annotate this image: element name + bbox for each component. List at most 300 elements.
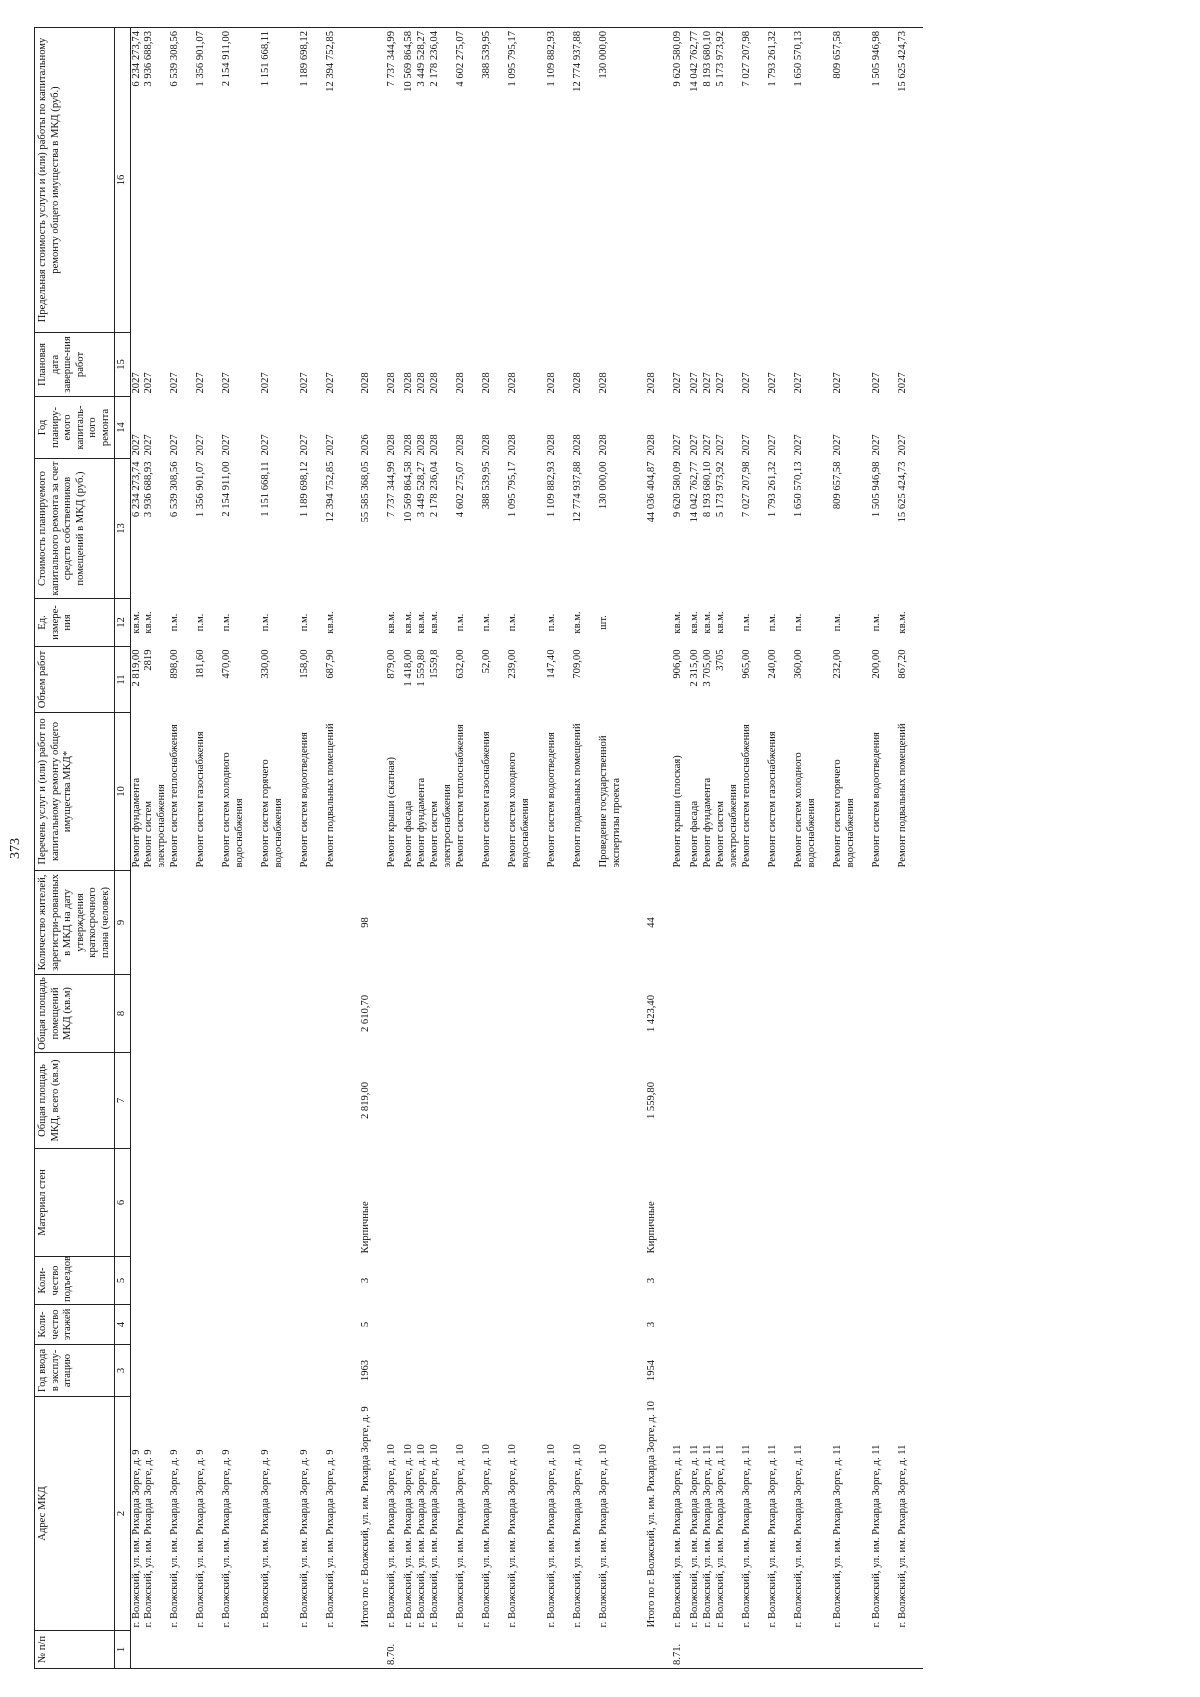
unit: п.м.: [195, 613, 206, 632]
table-row: [741, 28, 767, 1669]
table-row: [897, 28, 923, 1669]
residents: [169, 871, 195, 975]
entrances: [793, 1257, 832, 1305]
residents: [403, 871, 416, 975]
total-label: Итого по г. Волжский, ул. им. Рихарда Зорге, д. 9: [360, 1406, 371, 1628]
col-number: 9: [115, 871, 131, 975]
residents: [325, 871, 351, 975]
planned-cost: 15 625 424,73: [897, 461, 908, 523]
year-built: [702, 1345, 715, 1397]
work-type: Ремонт фасада: [403, 800, 414, 868]
total-area: [325, 1053, 351, 1149]
total-area: [702, 1053, 715, 1149]
premises-area: [377, 975, 403, 1053]
work-volume: 1 559,80: [416, 649, 427, 687]
unit: кв.м.: [386, 611, 397, 634]
limit-cost: 2 154 911,00: [221, 28, 260, 333]
work-volume: [351, 647, 377, 713]
header-row: [35, 28, 115, 1669]
limit-cost: [351, 28, 377, 333]
year-built: [377, 1345, 403, 1397]
repair-year: 2027: [169, 434, 180, 456]
year-built: [143, 1345, 169, 1397]
col-number: 5: [115, 1257, 131, 1305]
unit: п.м.: [260, 613, 271, 632]
premises-area: [832, 975, 871, 1053]
header-col-15: Плановая дата заверше-ния работ: [35, 333, 115, 397]
year-built: [455, 1345, 481, 1397]
total-area: [767, 1053, 793, 1149]
completion-date: 2027: [702, 372, 713, 394]
wall-material: [741, 1149, 767, 1257]
table-row: [689, 28, 702, 1669]
repair-year: 2027: [832, 434, 843, 456]
wall-material: [481, 1149, 507, 1257]
repair-year: 2027: [130, 434, 142, 456]
year-built: [871, 1345, 897, 1397]
total-label: Итого по г. Волжский, ул. им. Рихарда Зорге, д. 10: [646, 1401, 657, 1628]
row-number: [507, 1631, 546, 1669]
year-built: [481, 1345, 507, 1397]
completion-date: 2027: [195, 372, 206, 394]
floors: [325, 1305, 351, 1345]
premises-area: [260, 975, 299, 1053]
completion-date: 2027: [871, 372, 882, 394]
col-number: 3: [115, 1345, 131, 1397]
total-area: [260, 1053, 299, 1149]
row-number: [598, 1631, 637, 1669]
floors: [221, 1305, 260, 1345]
page-number: 373: [8, 838, 23, 859]
residents: [195, 871, 221, 975]
floors: [481, 1305, 507, 1345]
row-number: [897, 1631, 923, 1669]
premises-area: [429, 975, 455, 1053]
work-volume: 200,00: [871, 649, 882, 679]
floors: [169, 1305, 195, 1345]
unit: п.м.: [832, 613, 843, 632]
table-row: [169, 28, 195, 1669]
unit: [637, 599, 663, 647]
work-volume: 360,00: [793, 649, 804, 679]
work-type: Ремонт систем водоотведения: [299, 732, 310, 868]
year-built: [169, 1345, 195, 1397]
row-number: [572, 1631, 598, 1669]
entrances: [598, 1257, 637, 1305]
premises-area: 2 610,70: [360, 994, 371, 1033]
row-number: [130, 1631, 143, 1669]
table-row: [832, 28, 871, 1669]
table-row: [221, 28, 260, 1669]
work-type: Ремонт систем водоотведения: [871, 732, 882, 868]
floors: [832, 1305, 871, 1345]
address: г. Волжский, ул. им. Рихарда Зорге, д. 10: [572, 1444, 583, 1628]
planned-cost: 130 000,00: [598, 461, 609, 510]
year-built: [793, 1345, 832, 1397]
planned-cost: 8 193 680,10: [702, 461, 713, 518]
completion-date: 2028: [416, 372, 427, 394]
table-row: [481, 28, 507, 1669]
work-volume: 2 315,00: [689, 649, 700, 687]
premises-area: [689, 975, 702, 1053]
work-volume: [598, 647, 637, 713]
col-number: 8: [115, 975, 131, 1053]
planned-cost: 1 650 570,13: [793, 461, 804, 518]
work-volume: 2 819,00: [130, 649, 142, 687]
residents: [702, 871, 715, 975]
premises-area: [143, 975, 169, 1053]
floors: [767, 1305, 793, 1345]
limit-cost: 5 173 973,92: [715, 28, 741, 333]
total-area: [143, 1053, 169, 1149]
limit-cost: 388 539,95: [481, 28, 507, 333]
limit-cost: 12 394 752,85: [325, 28, 351, 333]
planned-cost: 1 793 261,32: [767, 461, 778, 518]
work-type: Проведение государственной экспертизы проекта: [598, 735, 622, 868]
limit-cost: 6 234 273,74: [130, 28, 143, 333]
premises-area: [221, 975, 260, 1053]
row-number: [481, 1631, 507, 1669]
residents: [130, 871, 143, 975]
year-built: [416, 1345, 429, 1397]
row-number: [260, 1631, 299, 1669]
total-area: [897, 1053, 923, 1149]
floors: [689, 1305, 702, 1345]
premises-area: [871, 975, 897, 1053]
repair-year: 2028: [546, 434, 557, 456]
entrances: [871, 1257, 897, 1305]
limit-cost: 1 505 946,98: [871, 28, 897, 333]
residents: [221, 871, 260, 975]
floors: [715, 1305, 741, 1345]
planned-cost: 10 569 864,58: [403, 461, 414, 523]
unit: кв.м.: [572, 611, 583, 634]
entrances: [377, 1257, 403, 1305]
entrances: [325, 1257, 351, 1305]
work-type: Ремонт подвальных помещений: [325, 723, 336, 868]
limit-cost: 8 193 680,10: [702, 28, 715, 333]
address: г. Волжский, ул. им. Рихарда Зорге, д. 11: [689, 1444, 700, 1628]
work-type: Ремонт фасада: [689, 800, 700, 868]
row-number: [221, 1631, 260, 1669]
completion-date: 2027: [793, 372, 804, 394]
work-type: Ремонт систем холодного водоснабжения: [793, 752, 817, 868]
address: г. Волжский, ул. им. Рихарда Зорге, д. 9: [169, 1449, 180, 1628]
planned-cost: 12 774 937,88: [572, 461, 583, 523]
address: г. Волжский, ул. им. Рихарда Зорге, д. 11: [702, 1444, 713, 1628]
address: г. Волжский, ул. им. Рихарда Зорге, д. 11: [871, 1444, 882, 1628]
work-type: Ремонт систем горячего водоснабжения: [260, 759, 284, 868]
floors: [507, 1305, 546, 1345]
premises-area: [195, 975, 221, 1053]
planned-cost: 1 109 882,93: [546, 461, 557, 518]
total-area: [221, 1053, 260, 1149]
work-type: Ремонт подвальных помещений: [897, 723, 908, 868]
repair-year: 2028: [416, 434, 427, 456]
residents: [416, 871, 429, 975]
row-number: [416, 1631, 429, 1669]
row-number: [195, 1631, 221, 1669]
residents: [299, 871, 325, 975]
total-area: [507, 1053, 546, 1149]
table-row: [702, 28, 715, 1669]
wall-material: [325, 1149, 351, 1257]
repair-year: 2027: [672, 434, 683, 456]
limit-cost: 1 189 698,12: [299, 28, 325, 333]
address: г. Волжский, ул. им. Рихарда Зорге, д. 10: [403, 1444, 414, 1628]
total-area: [403, 1053, 416, 1149]
limit-cost: 1 650 570,13: [793, 28, 832, 333]
table-row: [572, 28, 598, 1669]
work-volume: 965,00: [741, 649, 752, 679]
planned-cost: 9 620 580,09: [672, 461, 683, 518]
repair-year: 2027: [897, 434, 908, 456]
total-area: [429, 1053, 455, 1149]
row-number: [325, 1631, 351, 1669]
address: г. Волжский, ул. им. Рихарда Зорге, д. 11: [897, 1444, 908, 1628]
residents: [143, 871, 169, 975]
premises-area: [793, 975, 832, 1053]
header-col-16: Предельная стоимость услуги и (или) работы по капитальному ремонту общего имущества в МКД (руб.): [35, 28, 115, 333]
table-row: [507, 28, 546, 1669]
work-volume: 632,00: [455, 649, 466, 679]
address: г. Волжский, ул. им. Рихарда Зорге, д. 10: [386, 1444, 397, 1628]
year-built: [429, 1345, 455, 1397]
total-area: [689, 1053, 702, 1149]
limit-cost: 2 178 236,04: [429, 28, 455, 333]
capital-repair-table: [34, 27, 923, 1669]
wall-material: [260, 1149, 299, 1257]
entrances: [741, 1257, 767, 1305]
premises-area: [598, 975, 637, 1053]
year-built: [260, 1345, 299, 1397]
work-volume: 330,00: [260, 649, 271, 679]
unit: кв.м.: [715, 611, 726, 634]
address: г. Волжский, ул. им. Рихарда Зорге, д. 10: [598, 1444, 609, 1628]
unit: кв.м.: [130, 611, 142, 634]
wall-material: [793, 1149, 832, 1257]
floors: [260, 1305, 299, 1345]
total-area: [663, 1053, 689, 1149]
wall-material: [429, 1149, 455, 1257]
address: г. Волжский, ул. им. Рихарда Зорге, д. 11: [793, 1444, 804, 1628]
year-built: [325, 1345, 351, 1397]
unit: п.м.: [455, 613, 466, 632]
planned-cost: 6 234 273,74: [130, 461, 142, 518]
row-number: [351, 1631, 377, 1669]
year-built: [221, 1345, 260, 1397]
residents: [832, 871, 871, 975]
year-built: [689, 1345, 702, 1397]
planned-cost: 1 095 795,17: [507, 461, 518, 518]
work-volume: 181,60: [195, 649, 206, 679]
repair-year: 2027: [715, 434, 726, 456]
address: г. Волжский, ул. им. Рихарда Зорге, д. 9: [299, 1449, 310, 1628]
floors: [897, 1305, 923, 1345]
unit: п.м.: [299, 613, 310, 632]
residents: [715, 871, 741, 975]
completion-date: 2028: [572, 372, 583, 394]
floors: [546, 1305, 572, 1345]
planned-cost: 3 936 688,93: [143, 461, 154, 518]
wall-material: [702, 1149, 715, 1257]
unit: п.м.: [871, 613, 882, 632]
entrances: [507, 1257, 546, 1305]
unit: шт.: [598, 615, 609, 630]
address: г. Волжский, ул. им. Рихарда Зорге, д. 9: [143, 1449, 154, 1628]
header-col-1: № п/п: [35, 1631, 115, 1669]
entrances: [767, 1257, 793, 1305]
address: г. Волжский, ул. им. Рихарда Зорге, д. 10: [481, 1444, 492, 1628]
total-area: [195, 1053, 221, 1149]
limit-cost: 1 109 882,93: [546, 28, 572, 333]
work-type: Ремонт крыши (скатная): [386, 757, 397, 868]
col-number: 16: [115, 28, 131, 333]
wall-material: [897, 1149, 923, 1257]
residents: [260, 871, 299, 975]
entrances: [221, 1257, 260, 1305]
row-number: [169, 1631, 195, 1669]
limit-cost: 809 657,58: [832, 28, 871, 333]
limit-cost: 1 356 901,07: [195, 28, 221, 333]
wall-material: [299, 1149, 325, 1257]
table-row: [455, 28, 481, 1669]
residents: [767, 871, 793, 975]
total-area: [130, 1053, 143, 1149]
work-type: Ремонт фундамента: [702, 777, 713, 868]
header-col-14: Год планиру-емого капиталь-ного ремонта: [35, 397, 115, 459]
col-number: 4: [115, 1305, 131, 1345]
unit: кв.м.: [672, 611, 683, 634]
floors: [871, 1305, 897, 1345]
completion-date: 2028: [507, 372, 518, 394]
table-row: [871, 28, 897, 1669]
repair-year: 2027: [325, 434, 336, 456]
premises-area: [663, 975, 689, 1053]
wall-material: [572, 1149, 598, 1257]
repair-year: 2027: [260, 434, 271, 456]
year-built: [572, 1345, 598, 1397]
limit-cost: 7 737 344,99: [377, 28, 403, 333]
total-area: [832, 1053, 871, 1149]
wall-material: [403, 1149, 416, 1257]
premises-area: [546, 975, 572, 1053]
premises-area: [715, 975, 741, 1053]
work-type: Ремонт систем теплоснабжения: [169, 724, 180, 868]
table-row: [325, 28, 351, 1669]
planned-cost: 12 394 752,85: [325, 461, 336, 523]
header-col-10: Перечень услуг и (или) работ по капитальному ремонту общего имущества МКД*: [35, 713, 115, 871]
work-volume: 1559,8: [429, 649, 440, 679]
floors: [793, 1305, 832, 1345]
header-col-6: Материал стен: [35, 1149, 115, 1257]
year-built: 1954: [646, 1359, 657, 1382]
limit-cost: 15 625 424,73: [897, 28, 923, 333]
work-volume: 879,00: [386, 649, 397, 679]
address: г. Волжский, ул. им. Рихарда Зорге, д. 10: [416, 1444, 427, 1628]
planned-cost: 6 539 308,56: [169, 461, 180, 518]
repair-year: 2028: [386, 434, 397, 456]
entrances: [260, 1257, 299, 1305]
floors: [598, 1305, 637, 1345]
premises-area: [702, 975, 715, 1053]
floors: [455, 1305, 481, 1345]
total-area: [481, 1053, 507, 1149]
table-row: [403, 28, 416, 1669]
repair-year: 2027: [793, 434, 804, 456]
limit-cost: 130 000,00: [598, 28, 637, 333]
premises-area: [767, 975, 793, 1053]
entrances: [130, 1257, 143, 1305]
completion-date: 2027: [832, 372, 843, 394]
col-number: 1: [115, 1631, 131, 1669]
residents: [455, 871, 481, 975]
work-volume: 2819: [143, 649, 154, 671]
completion-date: 2027: [767, 372, 778, 394]
work-volume: 470,00: [221, 649, 232, 679]
year-built: 1963: [360, 1359, 371, 1382]
limit-cost: 4 602 275,07: [455, 28, 481, 333]
header-col-12: Ед. измере-ния: [35, 599, 115, 647]
completion-date: 2027: [741, 372, 752, 394]
residents: [871, 871, 897, 975]
work-volume: 1 418,00: [403, 649, 414, 687]
floors: [741, 1305, 767, 1345]
work-volume: 3 705,00: [702, 649, 713, 687]
total-area: 1 559,80: [646, 1081, 657, 1120]
wall-material: Кирпичные: [360, 1201, 371, 1254]
entrances: [299, 1257, 325, 1305]
work-type: Ремонт систем газоснабжения: [767, 731, 778, 868]
unit: п.м.: [741, 613, 752, 632]
total-area: [793, 1053, 832, 1149]
entrances: [429, 1257, 455, 1305]
repair-year: 2027: [143, 434, 154, 456]
residents: 44: [646, 917, 657, 928]
address: г. Волжский, ул. им. Рихарда Зорге, д. 10: [507, 1444, 518, 1628]
residents: [481, 871, 507, 975]
row-number: [767, 1631, 793, 1669]
table-row: [793, 28, 832, 1669]
total-area: 2 819,00: [360, 1081, 371, 1120]
row-number: [429, 1631, 455, 1669]
col-number: 2: [115, 1397, 131, 1631]
unit: п.м.: [169, 613, 180, 632]
work-volume: 240,00: [767, 649, 778, 679]
work-type: Ремонт систем водоотведения: [546, 732, 557, 868]
row-number: [715, 1631, 741, 1669]
total-row: [637, 28, 663, 1669]
wall-material: [598, 1149, 637, 1257]
premises-area: [130, 975, 143, 1053]
planned-cost: 7 737 344,99: [386, 461, 397, 518]
header-col-4: Коли-чество этажей: [35, 1305, 115, 1345]
entrances: [169, 1257, 195, 1305]
year-built: [507, 1345, 546, 1397]
wall-material: [767, 1149, 793, 1257]
limit-cost: 1 095 795,17: [507, 28, 546, 333]
floors: [130, 1305, 143, 1345]
total-area: [169, 1053, 195, 1149]
residents: [572, 871, 598, 975]
table-row: [377, 28, 403, 1669]
entrances: [832, 1257, 871, 1305]
table-row: [416, 28, 429, 1669]
completion-date: 2028: [403, 372, 414, 394]
unit: кв.м.: [403, 611, 414, 634]
address: г. Волжский, ул. им. Рихарда Зорге, д. 11: [672, 1444, 683, 1628]
repair-year: 2026: [360, 434, 371, 456]
